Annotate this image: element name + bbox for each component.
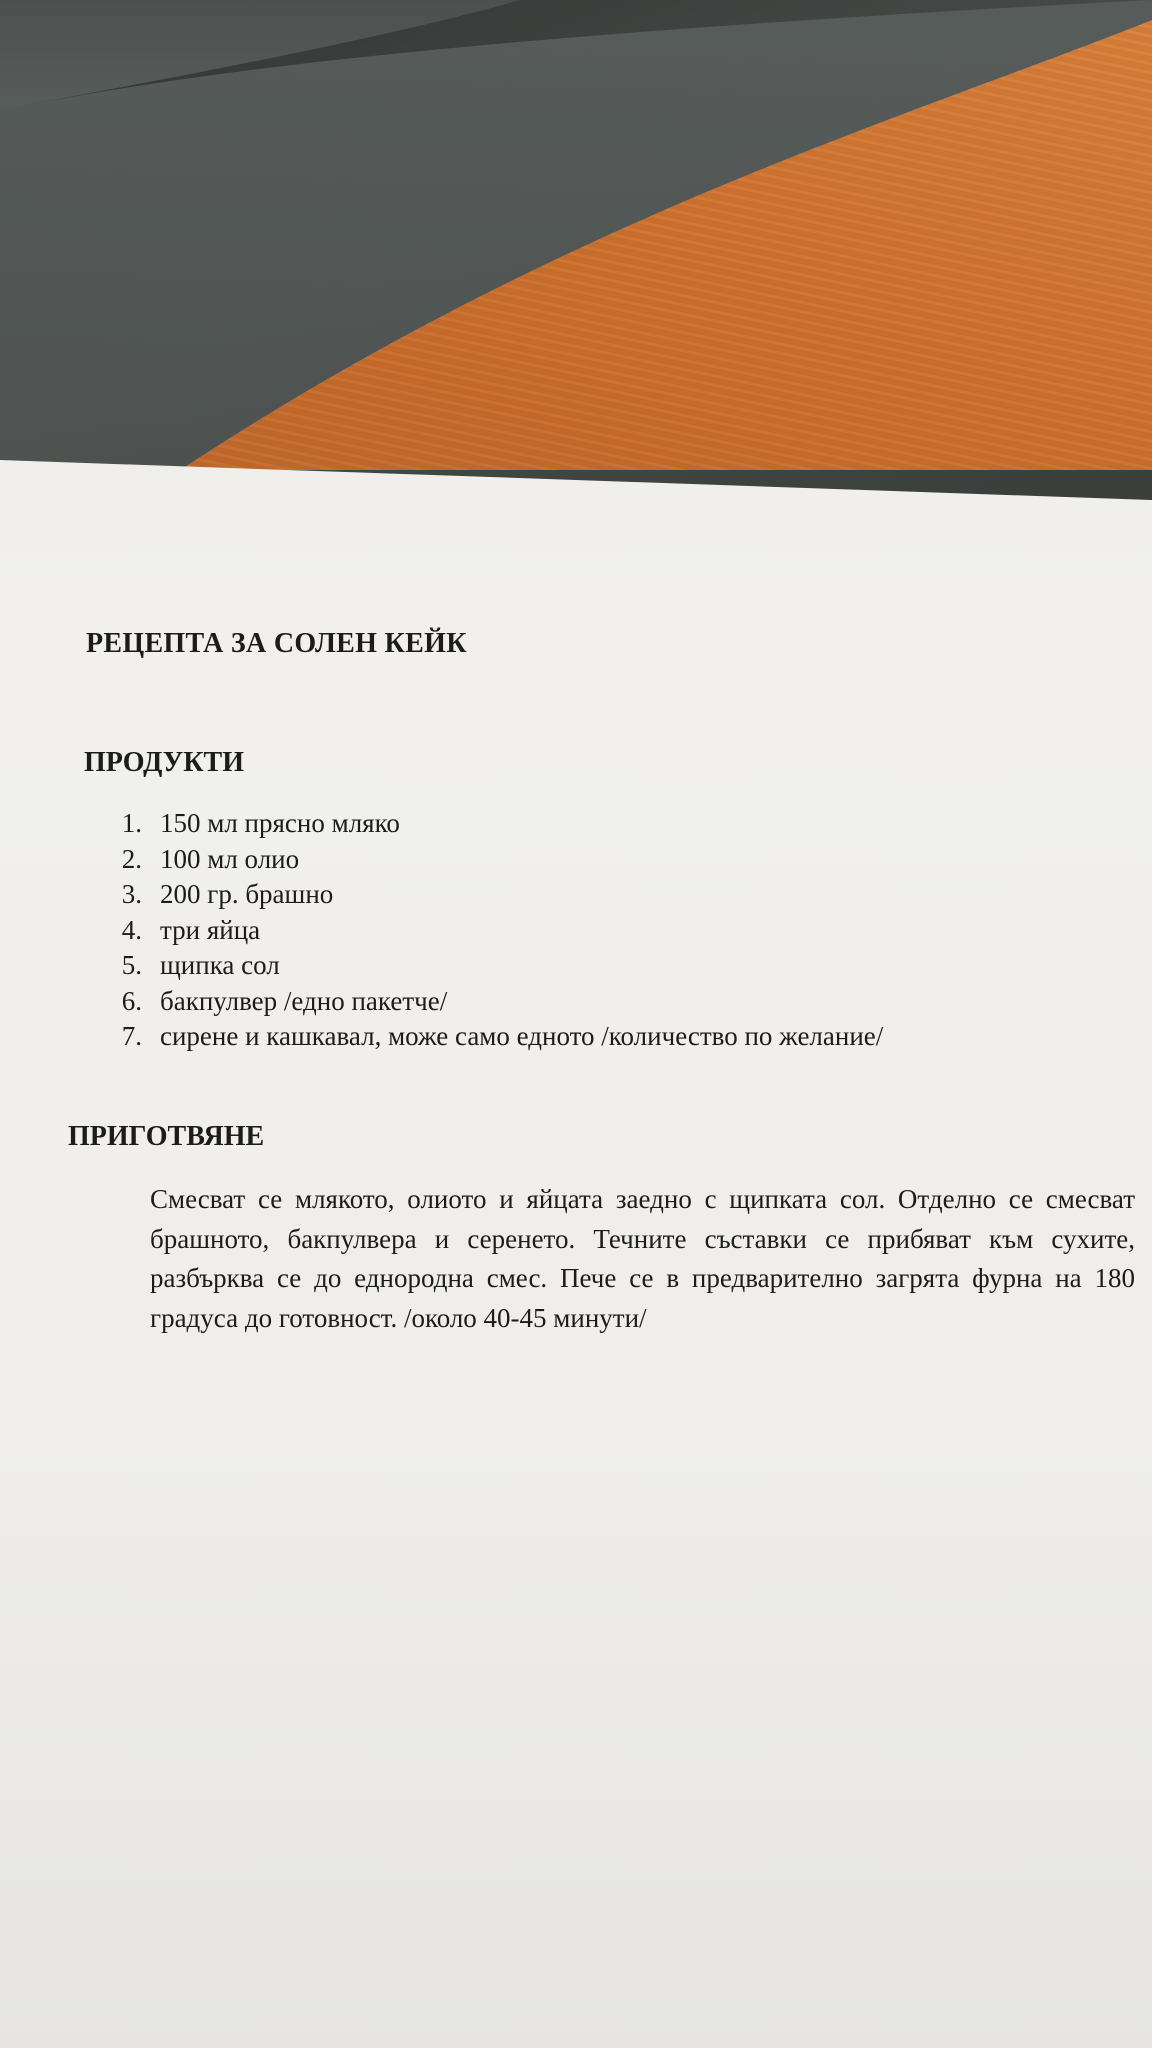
item-number: 2. bbox=[121, 843, 142, 874]
recipe-title: РЕЦЕПТА ЗА СОЛЕН КЕЙК bbox=[86, 628, 467, 659]
ingredients-list bbox=[112, 806, 883, 1055]
products-heading: ПРОДУКТИ bbox=[84, 747, 245, 778]
item-number: 6. bbox=[121, 985, 142, 1016]
preparation-line: Смесват се млякото, олиото и яйцата заедно с щипката сол. Отделно се смесват bbox=[150, 1184, 1135, 1214]
ingredient-item bbox=[112, 984, 883, 1020]
preparation-paragraph bbox=[150, 1180, 1135, 1338]
item-number: 7. bbox=[121, 1021, 142, 1051]
preparation-heading: ПРИГОТВЯНЕ bbox=[68, 1121, 265, 1152]
ingredient-item bbox=[112, 806, 883, 842]
ingredient-item bbox=[112, 877, 883, 913]
preparation-line: градуса до готовност. /около 40-45 минути/ bbox=[150, 1302, 647, 1333]
ingredient-text: 200 гр. брашно bbox=[160, 879, 334, 909]
item-number: 3. bbox=[121, 879, 142, 909]
ingredient-text: три яйца bbox=[160, 914, 261, 945]
ingredient-item bbox=[112, 1019, 883, 1055]
ingredient-text: 100 мл олио bbox=[160, 843, 300, 874]
ingredient-item bbox=[112, 842, 883, 878]
item-number: 1. bbox=[121, 808, 142, 838]
ingredient-text: бакпулвер /едно пакетче/ bbox=[160, 985, 448, 1016]
ingredient-item bbox=[112, 948, 883, 984]
ingredient-item bbox=[112, 913, 883, 949]
item-number: 4. bbox=[121, 914, 142, 945]
ingredient-text: щипка сол bbox=[160, 950, 280, 980]
preparation-line: брашното, бакпулвера и серенето. Течните съставки се прибяват към сухите, bbox=[150, 1223, 1135, 1254]
ingredient-text: сирене и кашкавал, може само едното /количество по желание/ bbox=[160, 1021, 884, 1051]
ingredient-text: 150 мл прясно мляко bbox=[160, 808, 400, 838]
item-number: 5. bbox=[121, 950, 142, 980]
preparation-line: разбърква се до еднородна смес. Пече се в предварително загрята фурна на 180 bbox=[150, 1263, 1135, 1293]
